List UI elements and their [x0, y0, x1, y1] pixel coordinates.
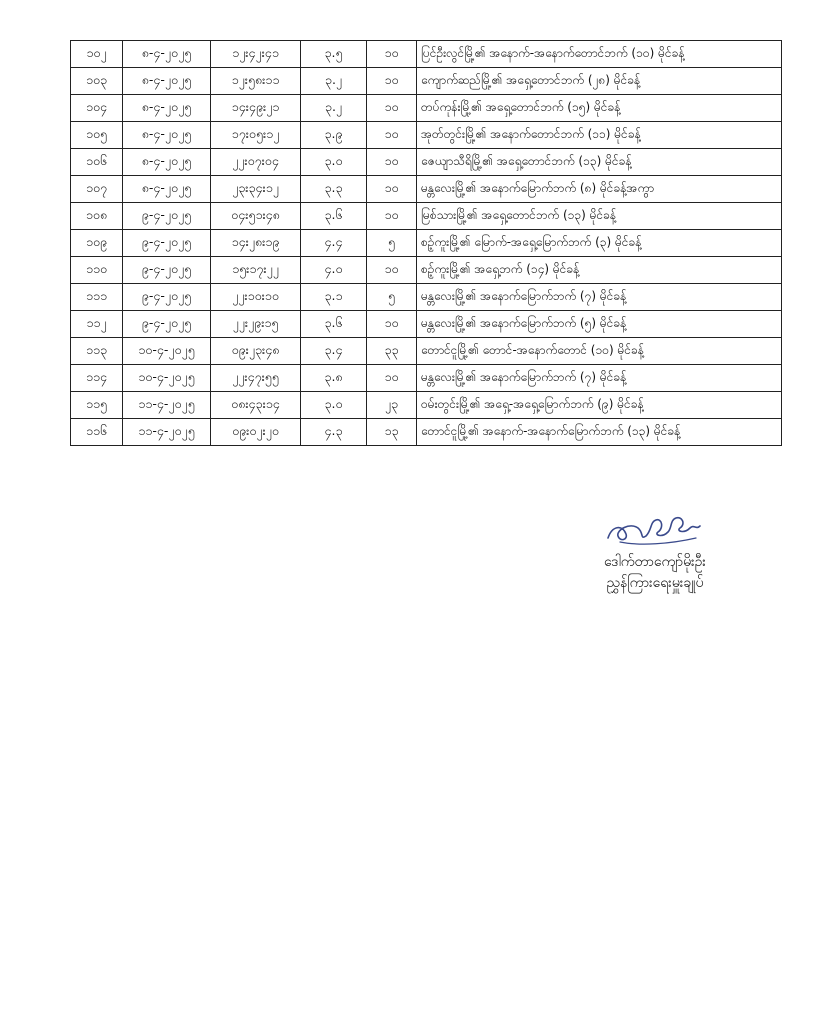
row-number-cell: ၁၁၄	[71, 365, 123, 392]
depth-cell: ၁၀	[367, 365, 417, 392]
table-row	[71, 311, 782, 338]
table-row	[71, 149, 782, 176]
magnitude-cell: ၃.၁	[301, 284, 367, 311]
date-cell: ၁၁-၄-၂၀၂၅	[123, 419, 211, 446]
magnitude-cell: ၃.၂	[301, 95, 367, 122]
row-number-cell: ၁၁၀	[71, 257, 123, 284]
location-cell: စဉ့်ကူးမြို့၏ မြောက်-အရှေ့မြောက်ဘက် (၃) မိုင်ခန့်	[417, 230, 782, 257]
row-number-cell: ၁၀၄	[71, 95, 123, 122]
depth-cell: ၅	[367, 230, 417, 257]
table-row	[71, 68, 782, 95]
date-cell: ၈-၄-၂၀၂၅	[123, 149, 211, 176]
row-number-cell: ၁၀၃	[71, 68, 123, 95]
time-cell: ၀၄း၅၁း၄၈	[211, 203, 301, 230]
location-cell: ဝမ်းတွင်းမြို့၏ အရှေ့-အရှေ့မြောက်ဘက် (၉) မိုင်ခန့်	[417, 392, 782, 419]
table-row	[71, 338, 782, 365]
depth-cell: ၁၀	[367, 68, 417, 95]
depth-cell: ၁၀	[367, 41, 417, 68]
depth-cell: ၃၃	[367, 338, 417, 365]
time-cell: ၂၂း၂၉း၁၅	[211, 311, 301, 338]
time-cell: ၁၄း၂၈း၁၉	[211, 230, 301, 257]
location-cell: မြစ်သားမြို့၏ အရှေ့တောင်ဘက် (၁၃) မိုင်ခန့်	[417, 203, 782, 230]
date-cell: ၈-၄-၂၀၂၅	[123, 176, 211, 203]
time-cell: ၂၂း၄၇း၅၅	[211, 365, 301, 392]
date-cell: ၉-၄-၂၀၂၅	[123, 311, 211, 338]
depth-cell: ၁၀	[367, 95, 417, 122]
location-cell: စဉ့်ကူးမြို့၏ အရှေ့ဘက် (၁၄) မိုင်ခန့်	[417, 257, 782, 284]
date-cell: ၈-၄-၂၀၂၅	[123, 41, 211, 68]
signer-title: ညွှန်ကြားရေးမှူးချုပ်	[606, 575, 704, 591]
row-number-cell: ၁၀၉	[71, 230, 123, 257]
date-cell: ၈-၄-၂၀၂၅	[123, 68, 211, 95]
date-cell: ၁၀-၄-၂၀၂၅	[123, 338, 211, 365]
location-cell: တောင်ငူမြို့၏ အနောက်-အနောက်မြောက်ဘက် (၁၃) မိုင်ခန့်	[417, 419, 782, 446]
depth-cell: ၂၃	[367, 392, 417, 419]
row-number-cell: ၁၀၈	[71, 203, 123, 230]
table-row	[71, 392, 782, 419]
table-row	[71, 257, 782, 284]
signature-image	[600, 508, 710, 548]
table-row	[71, 365, 782, 392]
time-cell: ၁၂း၅၈း၁၁	[211, 68, 301, 95]
table-row	[71, 230, 782, 257]
depth-cell: ၅	[367, 284, 417, 311]
depth-cell: ၁၀	[367, 149, 417, 176]
magnitude-cell: ၄.၀	[301, 257, 367, 284]
row-number-cell: ၁၁၂	[71, 311, 123, 338]
location-cell: တပ်ကုန်းမြို့၏ အရှေ့တောင်ဘက် (၁၅) မိုင်ခန့်	[417, 95, 782, 122]
table-row	[71, 419, 782, 446]
earthquake-table	[70, 40, 782, 446]
magnitude-cell: ၄.၃	[301, 419, 367, 446]
depth-cell: ၁၀	[367, 176, 417, 203]
depth-cell: ၁၀	[367, 122, 417, 149]
time-cell: ၁၅း၁၇း၂၂	[211, 257, 301, 284]
depth-cell: ၁၀	[367, 311, 417, 338]
date-cell: ၁၁-၄-၂၀၂၅	[123, 392, 211, 419]
location-cell: ပြင်ဦးလွင်မြို့၏ အနောက်-အနောက်တောင်ဘက် (၁၀) မိုင်ခန့်	[417, 41, 782, 68]
table-row	[71, 122, 782, 149]
date-cell: ၉-၄-၂၀၂၅	[123, 284, 211, 311]
row-number-cell: ၁၁၅	[71, 392, 123, 419]
time-cell: ၀၈း၄၃း၁၄	[211, 392, 301, 419]
magnitude-cell: ၃.၅	[301, 41, 367, 68]
time-cell: ၂၃း၃၄း၁၂	[211, 176, 301, 203]
table-row	[71, 203, 782, 230]
table-row	[71, 41, 782, 68]
time-cell: ၀၉း၂၃း၄၈	[211, 338, 301, 365]
magnitude-cell: ၃.၉	[301, 122, 367, 149]
magnitude-cell: ၄.၄	[301, 230, 367, 257]
time-cell: ၁၂း၄၂း၄၁	[211, 41, 301, 68]
row-number-cell: ၁၀၇	[71, 176, 123, 203]
location-cell: မန္တလေးမြို့၏ အနောက်မြောက်ဘက် (၇) မိုင်ခန့်	[417, 284, 782, 311]
magnitude-cell: ၃.၆	[301, 311, 367, 338]
date-cell: ၉-၄-၂၀၂၅	[123, 230, 211, 257]
time-cell: ၀၉း၀၂း၂၀	[211, 419, 301, 446]
table-row	[71, 176, 782, 203]
date-cell: ၈-၄-၂၀၂၅	[123, 122, 211, 149]
table-row	[71, 284, 782, 311]
magnitude-cell: ၃.၀	[301, 149, 367, 176]
time-cell: ၁၄း၄၉း၂၁	[211, 95, 301, 122]
time-cell: ၁၇း၀၅း၁၂	[211, 122, 301, 149]
date-cell: ၈-၄-၂၀၂၅	[123, 95, 211, 122]
location-cell: မန္တလေးမြို့၏ အနောက်မြောက်ဘက် (၈) မိုင်ခန့်အကွာ	[417, 176, 782, 203]
depth-cell: ၁၃	[367, 419, 417, 446]
location-cell: အုတ်တွင်းမြို့၏ အနောက်တောင်ဘက် (၁၁) မိုင်ခန့်	[417, 122, 782, 149]
signature-block	[540, 508, 770, 594]
row-number-cell: ၁၀၆	[71, 149, 123, 176]
location-cell: ဇေယျာသီရိမြို့၏ အရှေ့တောင်ဘက် (၁၃) မိုင်ခန့်	[417, 149, 782, 176]
magnitude-cell: ၃.၈	[301, 365, 367, 392]
date-cell: ၉-၄-၂၀၂၅	[123, 203, 211, 230]
time-cell: ၂၂း၁၀း၁၀	[211, 284, 301, 311]
location-cell: မန္တလေးမြို့၏ အနောက်မြောက်ဘက် (၇) မိုင်ခန့်	[417, 365, 782, 392]
depth-cell: ၁၀	[367, 257, 417, 284]
row-number-cell: ၁၁၁	[71, 284, 123, 311]
magnitude-cell: ၃.၀	[301, 392, 367, 419]
row-number-cell: ၁၀၅	[71, 122, 123, 149]
depth-cell: ၁၀	[367, 203, 417, 230]
date-cell: ၁၀-၄-၂၀၂၅	[123, 365, 211, 392]
table-body	[71, 41, 782, 446]
magnitude-cell: ၃.၂	[301, 68, 367, 95]
date-cell: ၉-၄-၂၀၂၅	[123, 257, 211, 284]
time-cell: ၂၂း၀၇း၀၄	[211, 149, 301, 176]
magnitude-cell: ၃.၄	[301, 338, 367, 365]
signer-name: ဒေါက်တာကျော်မိုးဦး	[603, 554, 706, 570]
location-cell: မန္တလေးမြို့၏ အနောက်မြောက်ဘက် (၅) မိုင်ခန့်	[417, 311, 782, 338]
table-row	[71, 95, 782, 122]
row-number-cell: ၁၁၃	[71, 338, 123, 365]
row-number-cell: ၁၀၂	[71, 41, 123, 68]
location-cell: တောင်ငူမြို့၏ တောင်-အနောက်တောင် (၁၀) မိုင်ခန့်	[417, 338, 782, 365]
magnitude-cell: ၃.၆	[301, 203, 367, 230]
row-number-cell: ၁၁၆	[71, 419, 123, 446]
location-cell: ကျောက်ဆည်မြို့၏ အရှေ့တောင်ဘက် (၂၈) မိုင်ခန့်	[417, 68, 782, 95]
magnitude-cell: ၃.၃	[301, 176, 367, 203]
